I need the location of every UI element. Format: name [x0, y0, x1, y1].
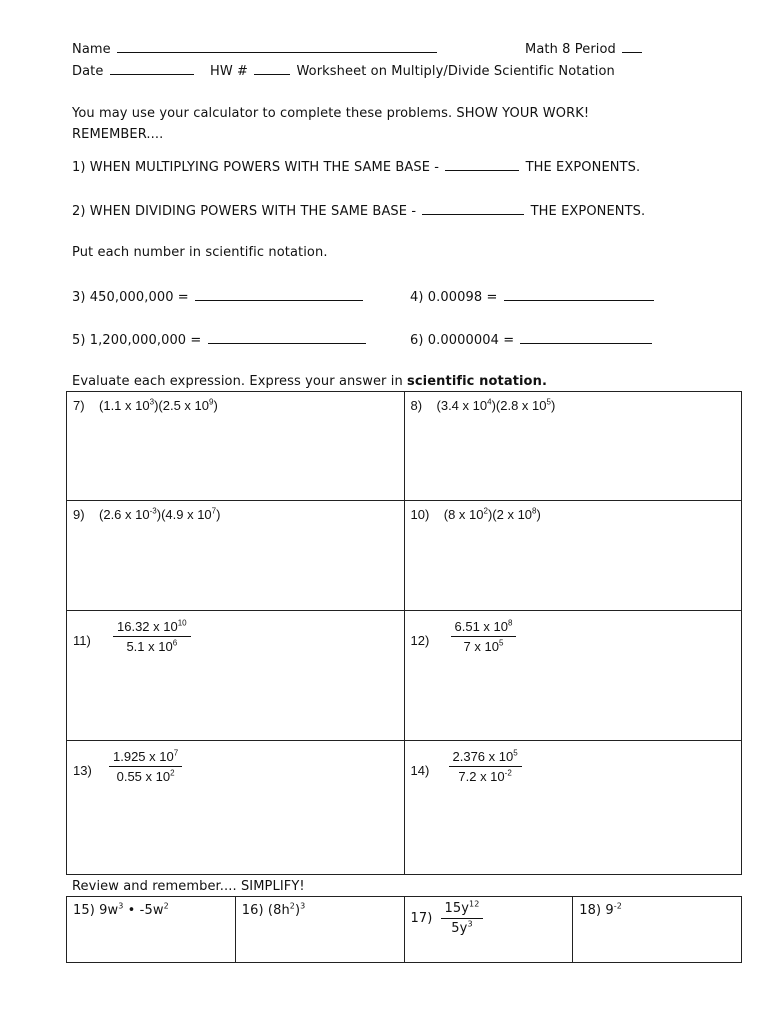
problem-11-fraction [113, 619, 191, 654]
exponent: 3 [118, 901, 124, 911]
exponent: 2 [289, 901, 295, 911]
remember-heading: REMEMBER.... [72, 127, 164, 142]
expr-part: (2.6 x 10 [99, 507, 150, 522]
cell-problem-12[interactable] [404, 611, 742, 741]
problem-8 [411, 398, 556, 413]
cell-problem-8[interactable] [404, 392, 742, 501]
rule-divide [72, 202, 645, 219]
cell-problem-13[interactable] [67, 741, 405, 875]
cell-problem-18[interactable] [573, 897, 742, 963]
expr-part: 15) 9w [73, 903, 119, 918]
problem-number: 12) [410, 633, 430, 648]
problem-18 [579, 903, 622, 918]
problem-5-answer[interactable] [208, 331, 366, 344]
problem-number: 8) [410, 398, 423, 413]
cell-problem-16[interactable] [235, 897, 404, 963]
evaluate-instruction [72, 374, 547, 389]
exponent: 7 [211, 506, 217, 516]
problem-14-fraction [449, 749, 522, 784]
problem-3 [72, 288, 365, 305]
cell-problem-10[interactable] [404, 501, 742, 611]
date-field[interactable] [110, 62, 194, 75]
expr-part: 2.376 x 10 [452, 749, 514, 764]
problem-6-answer[interactable] [520, 331, 652, 344]
name-label: Name [72, 42, 111, 57]
cell-problem-14[interactable] [404, 741, 742, 875]
expr-part: )(2.5 x 10 [154, 398, 209, 413]
problem-number: 9) [73, 507, 85, 522]
numerator [451, 619, 517, 637]
exponent: 3 [467, 919, 473, 929]
problem-7 [73, 398, 218, 413]
expr-part: (8 x 10 [443, 507, 484, 522]
rule-multiply [72, 158, 640, 175]
problem-16 [242, 903, 306, 918]
problem-10 [411, 507, 541, 522]
expr-part: 16.32 x 10 [117, 619, 178, 634]
problem-15 [73, 903, 169, 918]
exponent: 3 [149, 397, 155, 407]
period-field[interactable] [622, 40, 642, 53]
exponent: 7 [173, 748, 179, 758]
expr-part: 7.2 x 10 [458, 769, 505, 784]
denominator [109, 767, 182, 784]
expr-part: 0.55 x 10 [116, 769, 171, 784]
exponent: 5 [546, 397, 551, 407]
name-line [72, 40, 439, 57]
problem-4 [410, 288, 656, 305]
hw-field[interactable] [254, 62, 290, 75]
exponent: 12 [469, 899, 480, 909]
numerator [441, 901, 484, 919]
name-field[interactable] [117, 40, 437, 53]
expr-part: 16) (8h [241, 903, 290, 918]
problem-3-answer[interactable] [195, 288, 363, 301]
rule-divide-blank[interactable] [422, 202, 524, 215]
expr-part: ) [216, 507, 221, 522]
date-line [72, 62, 615, 79]
problem-6-label: 6) 0.0000004 = [410, 333, 515, 348]
exponent: 8 [532, 506, 537, 516]
calculator-note: You may use your calculator to complete these problems. SHOW YOUR WORK! [72, 106, 590, 121]
problem-9 [73, 507, 220, 522]
problem-number: 10) [410, 507, 430, 522]
exponent: 9 [208, 397, 214, 407]
expr-part: (3.4 x 10 [436, 398, 488, 413]
numerator [449, 749, 522, 767]
expr-part: )(2 x 10 [487, 507, 533, 522]
exponent: 2 [163, 901, 169, 911]
problem-number: 14) [410, 763, 430, 778]
exponent: 4 [487, 397, 492, 407]
review-table [66, 896, 742, 963]
expr-part: 5y [451, 921, 468, 936]
problem-3-label: 3) 450,000,000 = [72, 290, 189, 305]
exponent: 5 [498, 638, 504, 648]
expr-part: ) [550, 398, 556, 413]
problem-number: 17) [410, 911, 433, 926]
problem-4-answer[interactable] [504, 288, 654, 301]
period-line [525, 40, 644, 57]
expr-part: )(4.9 x 10 [156, 507, 212, 522]
expr-part: )(2.8 x 10 [491, 398, 547, 413]
rule-divide-text: 2) WHEN DIVIDING POWERS WITH THE SAME BASE - [72, 204, 417, 219]
expr-part: ) [213, 398, 218, 413]
problem-5 [72, 331, 368, 348]
exponent: 10 [177, 618, 187, 628]
problem-12-fraction [451, 619, 517, 654]
expr-part: 5.1 x 10 [126, 639, 173, 654]
evaluate-instruction-emphasis: scientific notation. [407, 374, 547, 389]
problem-13-fraction [109, 749, 182, 784]
cell-problem-7[interactable] [67, 392, 405, 501]
exponent: 6 [172, 638, 178, 648]
numerator [109, 749, 182, 767]
exponent: -2 [613, 901, 622, 911]
hw-label: HW # [209, 64, 249, 79]
evaluate-instruction-text: Evaluate each expression. Express your answer in [72, 374, 403, 389]
expr-part: 7 x 10 [463, 639, 499, 654]
cell-problem-15[interactable] [67, 897, 236, 963]
exponent: 8 [508, 618, 513, 628]
exponent: 3 [300, 901, 306, 911]
rule-multiply-text: 1) WHEN MULTIPLYING POWERS WITH THE SAME BASE - [72, 160, 440, 175]
denominator [451, 637, 517, 654]
problem-6 [410, 331, 654, 348]
evaluate-table [66, 391, 742, 875]
rule-multiply-end: THE EXPONENTS. [525, 160, 641, 175]
review-instruction: Review and remember.... SIMPLIFY! [72, 879, 305, 894]
expr-part: 6.51 x 10 [454, 619, 508, 634]
cell-problem-11[interactable] [67, 611, 405, 741]
exponent: 5 [513, 748, 518, 758]
expr-part: 15y [444, 901, 470, 916]
problem-number: 13) [73, 763, 92, 778]
exponent: -2 [504, 768, 512, 778]
cell-problem-17[interactable] [404, 897, 573, 963]
expr-part: (1.1 x 10 [99, 398, 150, 413]
expr-part: • -5w [123, 903, 164, 918]
expr-part: ) [536, 507, 541, 522]
numerator [113, 619, 191, 637]
worksheet-title: Worksheet on Multiply/Divide Scientific Notation [296, 64, 615, 79]
expr-part: 18) 9 [579, 903, 614, 918]
expr-part: 1.925 x 10 [113, 749, 174, 764]
rule-divide-end: THE EXPONENTS. [530, 204, 646, 219]
problem-5-label: 5) 1,200,000,000 = [72, 333, 202, 348]
exponent: 2 [170, 768, 175, 778]
rule-multiply-blank[interactable] [445, 158, 519, 171]
denominator [449, 767, 522, 784]
sci-instruction: Put each number in scientific notation. [72, 245, 328, 260]
class-label: Math 8 Period [525, 42, 616, 57]
date-label: Date [72, 64, 104, 79]
exponent: 2 [483, 506, 488, 516]
problem-4-label: 4) 0.00098 = [410, 290, 498, 305]
exponent: -3 [149, 506, 157, 516]
cell-problem-9[interactable] [67, 501, 405, 611]
problem-number: 7) [73, 398, 85, 413]
denominator [113, 637, 191, 654]
problem-number: 11) [73, 633, 91, 648]
expr-part: ) [294, 903, 301, 918]
problem-17-fraction [441, 901, 484, 936]
denominator [441, 919, 484, 936]
